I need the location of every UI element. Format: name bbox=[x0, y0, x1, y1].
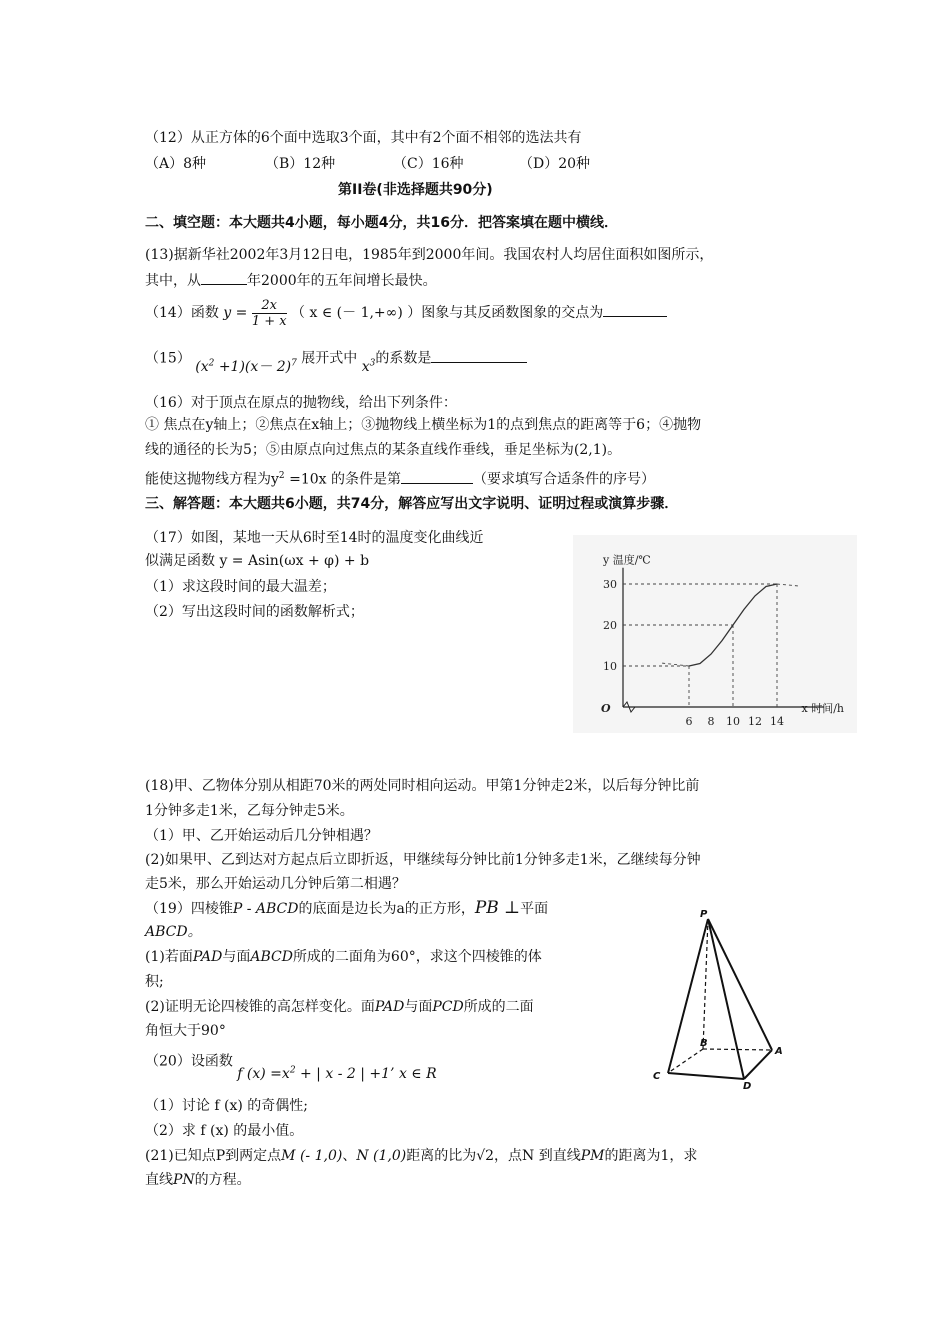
q18-line3: （1）甲、乙开始运动后几分钟相遇？ bbox=[145, 828, 378, 844]
x-tick-label: 14 bbox=[770, 715, 784, 728]
q19-line3: (1)若面PAD与面ABCD所成的二面角为60°，求这个四棱锥的体 bbox=[145, 949, 542, 965]
q13-line2 bbox=[145, 270, 437, 291]
q16-line3: 线的通径的长为5；⑤由原点向过焦点的某条直线作垂线，垂足坐标为(2,1)。 bbox=[145, 442, 622, 458]
y-axis-label: y 温度/℃ bbox=[603, 553, 651, 567]
q18-line1: (18)甲、乙物体分别从相距70米的两处同时相向运动。甲第1分钟走2米，以后每分钟比前 bbox=[145, 778, 700, 794]
q17-line1: （17）如图，某地一天从6时至14时的温度变化曲线近 bbox=[145, 530, 484, 546]
q19-line1: （19）四棱锥P - ABCD的底面是边长为a的正方形，PB ⊥平面 bbox=[145, 898, 549, 918]
q13-text-a: 其中，从 bbox=[145, 273, 201, 289]
y-tick-label: 30 bbox=[603, 578, 617, 591]
q14-answer-blank[interactable] bbox=[603, 302, 667, 317]
q21-line1: (21)已知点P到两定点M (- 1,0)、N (1,0)距离的比为√2，点N 到直线PM的距离为1，求 bbox=[145, 1148, 698, 1164]
q20-line3: （2）求 f (x) 的最小值。 bbox=[145, 1123, 304, 1139]
q21-line2: 直线PN的方程。 bbox=[145, 1172, 251, 1188]
q12-option-a: （A）8种 bbox=[145, 156, 207, 172]
x-axis-label: x 时间/h bbox=[801, 702, 844, 715]
q15-answer-blank[interactable] bbox=[431, 348, 527, 363]
q17-line2: 似满足函数 y = Asin(ωx + φ) + b bbox=[145, 553, 370, 569]
y-tick-label: 20 bbox=[603, 619, 617, 632]
section3-header: 三、解答题：本大题共6小题，共74分，解答应写出文字说明、证明过程或演算步骤． bbox=[145, 496, 679, 512]
q14-y: y = bbox=[223, 305, 248, 321]
q14-line bbox=[145, 296, 667, 336]
q12-options bbox=[145, 154, 590, 174]
q15-x3: $x^3$ bbox=[361, 358, 376, 375]
q20-function: f $(x) =x^2$ + | x - 2 | +1 bbox=[237, 1065, 391, 1082]
vertex-label-b: B bbox=[700, 1038, 708, 1049]
q15-suffix: 的系数是 bbox=[375, 350, 432, 367]
x-tick-label: 6 bbox=[685, 715, 693, 728]
y-tick-label: 10 bbox=[603, 660, 617, 673]
part2-title: 第II卷(非选择题共90分) bbox=[338, 182, 493, 198]
vertex-label-c: C bbox=[653, 1071, 661, 1082]
x-tick-label: 8 bbox=[707, 715, 715, 728]
q16-line2: ① 焦点在y轴上；②焦点在x轴上；③抛物线上横坐标为1的点到焦点的距离等于6；④抛物 bbox=[145, 417, 702, 433]
q14-prefix: （14）函数 bbox=[145, 305, 219, 321]
q13-text-b: 年2000年的五年间增长最快。 bbox=[247, 273, 437, 289]
q15-line bbox=[145, 345, 527, 375]
q12-stem: （12）从正方体的6个面中选取3个面，其中有2个面不相邻的选法共有 bbox=[145, 130, 582, 146]
q16-line1: （16）对于顶点在原点的抛物线，给出下列条件： bbox=[145, 395, 457, 411]
q15-mid: 展开式中 bbox=[301, 350, 358, 367]
pyramid-figure bbox=[648, 905, 788, 1091]
origin-label: O bbox=[601, 702, 611, 715]
q19-line2: ABCD。 bbox=[145, 924, 202, 940]
q20-line1: （20）设函数 f $(x) =x^2$ + | x - 2 | +1’ x ∈ R bbox=[145, 1053, 437, 1082]
q14-frac-num: 2x bbox=[252, 298, 287, 314]
q17-line3: （1）求这段时间的最大温差； bbox=[145, 579, 336, 595]
vertex-label-d: D bbox=[743, 1081, 752, 1091]
q14-domain: （ x ∈ (－ 1,+∞) ）图象与其反函数图象的交点为 bbox=[291, 305, 604, 321]
q12-option-c: （C）16种 bbox=[393, 156, 464, 172]
section2-header: 二、填空题：本大题共4小题，每小题4分，共16分．把答案填在题中横线． bbox=[145, 215, 618, 231]
x-tick-label: 10 bbox=[726, 715, 740, 728]
q13-line1: (13)据新华社2002年3月12日电，1985年到2000年间。我国农村人均居住面积如图所示， bbox=[145, 247, 714, 263]
q20-line2: （1）讨论 f (x) 的奇偶性; bbox=[145, 1098, 308, 1114]
q17-line4: （2）写出这段时间的函数解析式； bbox=[145, 604, 364, 620]
q19-line6: 角恒大于90° bbox=[145, 1023, 226, 1039]
q18-line5: 走5米，那么开始运动几分钟后第二相遇？ bbox=[145, 876, 406, 892]
q12-option-b: （B）12种 bbox=[265, 156, 336, 172]
q18-line2: 1分钟多走1米，乙每分钟走5米。 bbox=[145, 803, 354, 819]
q16-answer-blank[interactable] bbox=[401, 469, 473, 484]
q15-expression: $(x^2 +1)(x- 2)^7$ bbox=[195, 358, 297, 375]
x-tick-label: 12 bbox=[748, 715, 762, 728]
temperature-chart bbox=[573, 535, 857, 733]
q14-fraction bbox=[252, 298, 287, 329]
q16-line4: 能使这抛物线方程为$y^2 =10x$ 的条件是第 （要求填写合适条件的序号） bbox=[145, 466, 655, 490]
q12-option-d: （D）20种 bbox=[519, 156, 591, 172]
q19-line5: (2)证明无论四棱锥的高怎样变化。面PAD与面PCD所成的二面 bbox=[145, 999, 534, 1015]
q15-prefix: （15） bbox=[145, 350, 191, 367]
q18-line4: (2)如果甲、乙到达对方起点后立即折返，甲继续每分钟比前1分钟多走1米，乙继续每分钟 bbox=[145, 852, 701, 868]
vertex-label-p: P bbox=[700, 909, 708, 920]
q19-line4: 积; bbox=[145, 974, 164, 990]
vertex-label-a: A bbox=[775, 1046, 783, 1057]
q13-answer-blank[interactable] bbox=[201, 270, 247, 285]
q14-frac-den: 1 + x bbox=[251, 313, 287, 329]
